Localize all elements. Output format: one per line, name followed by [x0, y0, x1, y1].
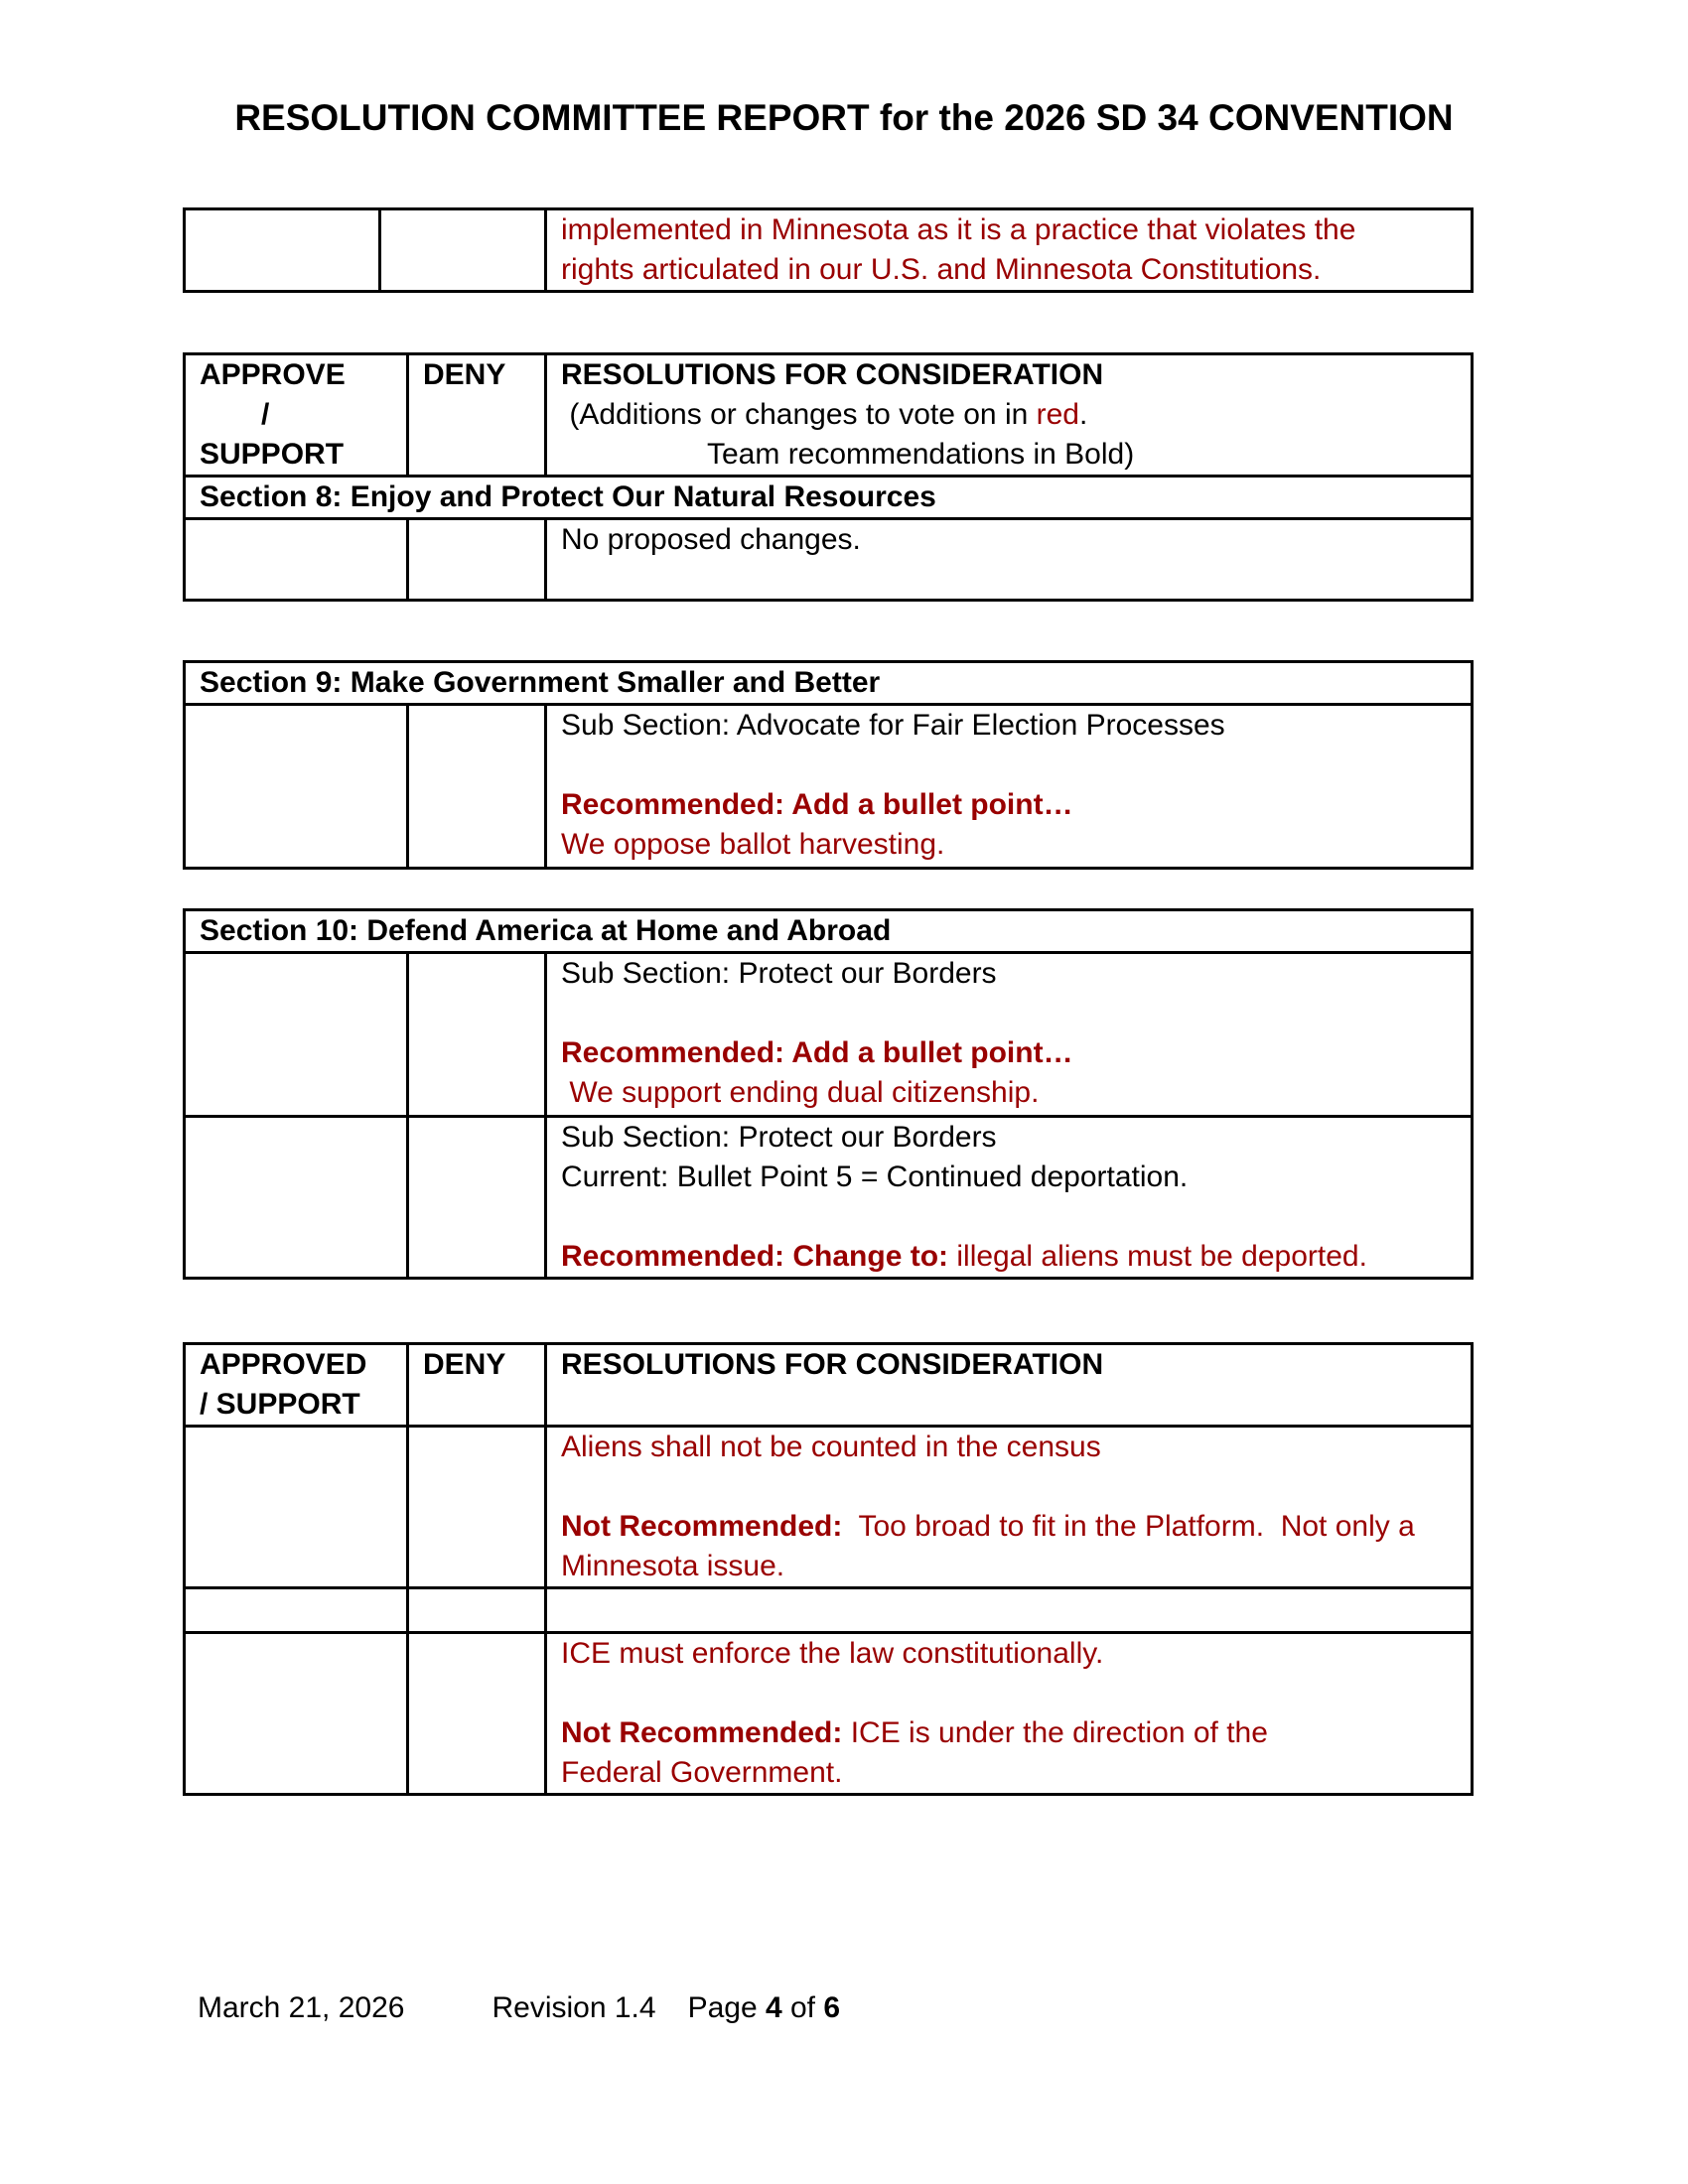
table-row	[185, 1117, 1473, 1279]
table-row	[185, 209, 1473, 292]
verdict-label: Not Recommended:	[561, 1510, 843, 1543]
proposal-text: We support ending dual citizenship.	[561, 1076, 1040, 1109]
table-row	[185, 1427, 1473, 1588]
subsection-text: Sub Section: Protect our Borders	[561, 957, 997, 990]
section-heading-row	[185, 662, 1473, 705]
current-text: Current: Bullet Point 5 = Continued deportation.	[561, 1160, 1189, 1193]
resolution-text: Aliens shall not be counted in the census	[561, 1431, 1101, 1463]
header-text: SUPPORT	[200, 438, 345, 471]
resolution-text-line: rights articulated in our U.S. and Minnesota Constitutions.	[561, 253, 1322, 286]
deny-cell[interactable]	[408, 953, 546, 1117]
page-title: RESOLUTION COMMITTEE REPORT for the 2026 SD 34 CONVENTION	[234, 97, 1454, 138]
current-page-number: 4	[765, 1991, 782, 2024]
footer-page: Page 4 of 6	[687, 1991, 841, 2024]
resolution-cell	[546, 1117, 1473, 1279]
legend-text: .	[1078, 398, 1088, 431]
resolution-cell	[546, 1427, 1473, 1588]
header-text: /	[261, 398, 270, 431]
approve-cell[interactable]	[185, 1588, 408, 1633]
resolutions-table	[183, 1342, 1474, 1796]
resolutions-header	[546, 354, 1473, 477]
approve-cell[interactable]	[185, 1633, 408, 1795]
recommendation-label: Recommended: Change to:	[561, 1240, 949, 1273]
section-10-title: Section 10: Defend America at Home and Abroad	[185, 910, 1473, 953]
proposal-text: illegal aliens must be deported.	[948, 1240, 1367, 1273]
resolution-cell	[546, 705, 1473, 869]
recommendation-label: Recommended: Add a bullet point…	[561, 1036, 1073, 1069]
resolutions-header: RESOLUTIONS FOR CONSIDERATION	[546, 1344, 1473, 1427]
resolution-cell: No proposed changes.	[546, 519, 1473, 601]
deny-cell[interactable]	[408, 1117, 546, 1279]
resolutions-title: RESOLUTIONS FOR CONSIDERATION	[561, 358, 1104, 391]
section-10-table	[183, 908, 1474, 1280]
resolution-cell	[546, 209, 1473, 292]
resolution-cell	[546, 1633, 1473, 1795]
deny-cell[interactable]	[408, 1427, 546, 1588]
approve-cell[interactable]	[185, 953, 408, 1117]
verdict-text: ICE is under the direction of the Federal Government.	[561, 1716, 1277, 1789]
legend-red-word: red	[1036, 398, 1079, 431]
deny-cell[interactable]	[380, 209, 546, 292]
legend-note-line2: Team recommendations in Bold)	[707, 438, 1135, 471]
continuation-table	[183, 207, 1474, 293]
section-8-table	[183, 352, 1474, 602]
footer-date: March 21, 2026	[198, 1991, 405, 2024]
section-9-title: Section 9: Make Government Smaller and Better	[185, 662, 1473, 705]
deny-cell[interactable]	[408, 705, 546, 869]
page-footer	[198, 1991, 840, 2025]
approve-cell[interactable]	[185, 705, 408, 869]
resolution-text: ICE must enforce the law constitutionally.	[561, 1637, 1104, 1670]
header-text: APPROVED	[200, 1348, 367, 1381]
section-8-title: Section 8: Enjoy and Protect Our Natural Resources	[185, 477, 1473, 519]
subsection-text: Sub Section: Advocate for Fair Election Processes	[561, 709, 1225, 742]
proposal-text: We oppose ballot harvesting.	[561, 828, 945, 861]
header-text: / SUPPORT	[200, 1388, 360, 1421]
deny-cell[interactable]	[408, 519, 546, 601]
subsection-text: Sub Section: Protect our Borders	[561, 1121, 997, 1154]
table-header-row	[185, 1344, 1473, 1427]
deny-cell[interactable]	[408, 1588, 546, 1633]
resolution-text-line: implemented in Minnesota as it is a practice that violates the	[561, 213, 1356, 246]
approved-support-header	[185, 1344, 408, 1427]
table-row	[185, 1633, 1473, 1795]
deny-cell[interactable]	[408, 1633, 546, 1795]
resolution-cell	[546, 1588, 1473, 1633]
footer-revision: Revision 1.4	[492, 1991, 656, 2024]
deny-header: DENY	[408, 354, 546, 477]
approve-cell[interactable]	[185, 519, 408, 601]
table-row	[185, 705, 1473, 869]
table-row	[185, 519, 1473, 601]
total-pages: 6	[823, 1991, 841, 2024]
section-heading-row	[185, 477, 1473, 519]
section-heading-row	[185, 910, 1473, 953]
approve-cell[interactable]	[185, 209, 380, 292]
approve-cell[interactable]	[185, 1427, 408, 1588]
recommendation-label: Recommended: Add a bullet point…	[561, 788, 1073, 821]
verdict-label: Not Recommended:	[561, 1716, 843, 1749]
approve-support-header	[185, 354, 408, 477]
section-9-table	[183, 660, 1474, 870]
legend-text: (Additions or changes to vote on in	[561, 398, 1037, 431]
legend-note	[561, 395, 1471, 435]
resolution-cell	[546, 953, 1473, 1117]
table-row	[185, 953, 1473, 1117]
table-header-row	[185, 354, 1473, 477]
deny-header: DENY	[408, 1344, 546, 1427]
header-text: APPROVE	[200, 358, 346, 391]
approve-cell[interactable]	[185, 1117, 408, 1279]
verdict-text: Too broad to fit in the Platform. Not only a Minnesota issue.	[561, 1510, 1424, 1582]
table-row-empty	[185, 1588, 1473, 1633]
